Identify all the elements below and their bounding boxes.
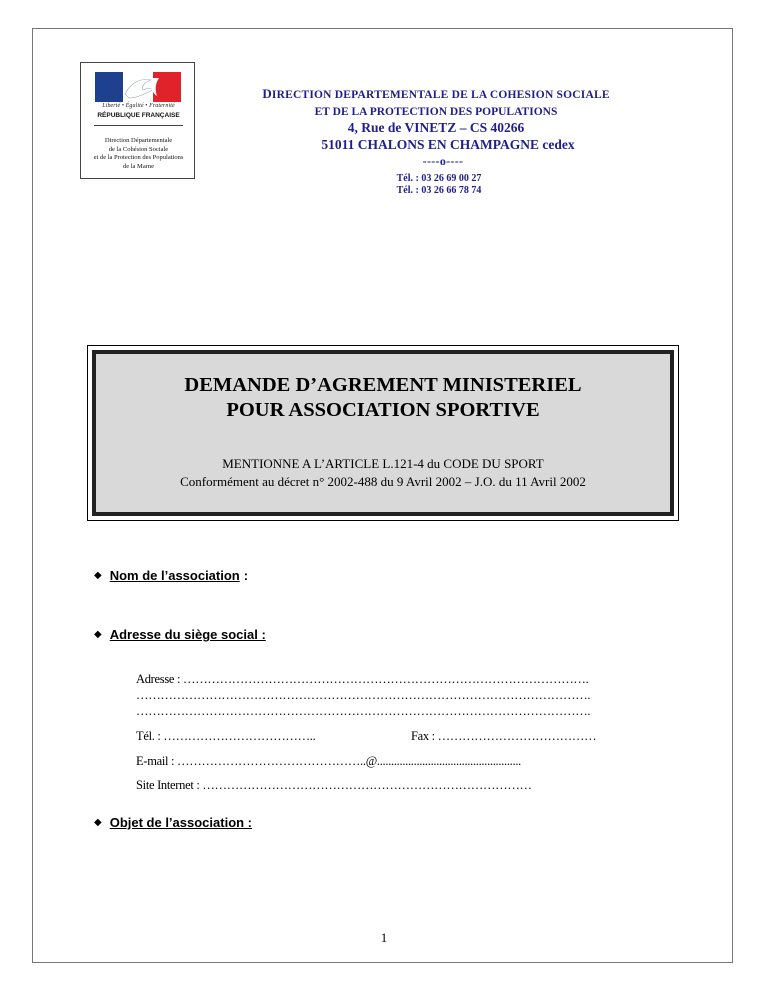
title-decree: Conformément au décret n° 2002-488 du 9 Avril 2002 – J.O. du 11 Avril 2002 [180,474,586,489]
logo-subtitle-line: et de la Protection des Populations [93,154,184,161]
logo-motto: Liberté • Égalité • Fraternité [102,103,175,109]
header-street: 4, Rue de VINETZ – CS 40266 [347,120,525,135]
logo-subtitle-line: de la Cohésion Sociale [108,145,169,153]
document-title [96,373,670,423]
tel-field[interactable]: Tél. : ……………………………….. [136,729,316,743]
site-internet-field[interactable]: Site Internet : ……………………………………………………………………… [136,778,532,792]
logo-subtitle [81,137,196,171]
header-city: 51011 CHALONS EN CHAMPAGNE cedex [321,137,575,152]
section-objet-association [94,815,252,830]
fax-field[interactable]: Fax : ………………………………… [411,729,597,743]
page-number: 1 [380,930,388,945]
section-adresse-siege [94,627,266,642]
section-label: Nom de l’association [109,568,240,583]
logo-subtitle-line: Direction Départementale [104,137,173,144]
logo-republic: RÉPUBLIQUE FRANÇAISE [97,112,180,119]
section-label: Objet de l’association : [109,815,253,830]
diamond-bullet-icon: ◆ [94,569,102,581]
email-field[interactable]: E-mail : ………………………………………..@................................................... [136,754,521,768]
title-line-1: DEMANDE D’AGREMENT MINISTERIEL [184,374,582,396]
header-address [200,86,672,196]
diamond-bullet-icon: ◆ [94,816,102,828]
marianne-flag-icon [95,72,181,102]
adresse-field-line-2[interactable]: …………………………………………………………………………………………………. [136,688,591,702]
section-nom-association [94,568,248,583]
adresse-field-line-1[interactable]: Adresse : ………………………………………………………………………………………. [136,672,589,686]
logo-subtitle-line: de la Marne [122,162,155,170]
title-article: MENTIONNE A L’ARTICLE L.121-4 du CODE DU SPORT [222,456,544,471]
section-colon: : [243,568,249,583]
title-box [87,345,679,521]
republique-francaise-logo [80,62,195,179]
header-separator: ----o---- [422,154,464,168]
title-line-2: POUR ASSOCIATION SPORTIVE [226,399,540,421]
title-box-inner [92,350,674,516]
diamond-bullet-icon: ◆ [94,628,102,640]
adresse-field-line-3[interactable]: …………………………………………………………………………………………………. [136,704,591,718]
header-tel-1: Tél. : 03 26 69 00 27 [396,173,482,184]
logo-divider [94,125,183,126]
header-tel-2: Tél. : 03 26 66 78 74 [396,185,482,196]
section-label: Adresse du siège social : [109,627,266,642]
header-line-direction: DIRECTION DEPARTEMENTALE DE LA COHESION SOCIALE [262,86,610,101]
header-line-protection: ET DE LA PROTECTION DES POPULATIONS [314,106,558,118]
